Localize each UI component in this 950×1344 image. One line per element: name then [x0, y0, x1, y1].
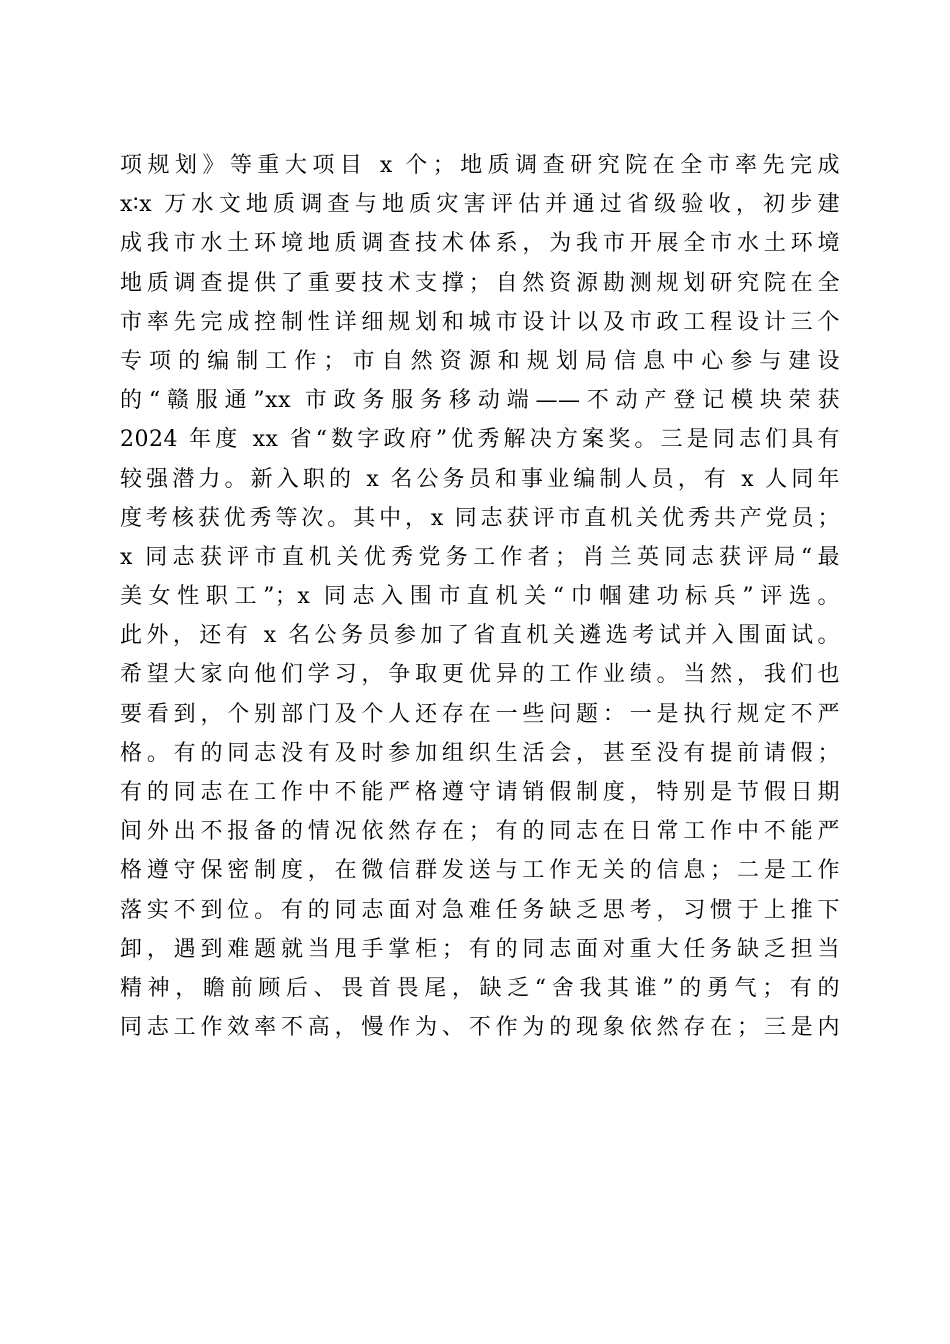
text-line: 的“赣服通”xx 市政务服务移动端——不动产登记模块荣获: [120, 388, 840, 414]
body-text: [120, 146, 840, 1047]
text-line: 市率先完成控制性详细规划和城市设计以及市政工程设计三个: [120, 309, 840, 335]
text-line: 项规划》等重大项目 x 个；地质调查研究院在全市率先完成: [120, 153, 840, 178]
text-line: 有的同志在工作中不能严格遵守请销假制度，特别是节假日期: [120, 780, 840, 805]
text-line: 希望大家向他们学习，争取更优异的工作业绩。当然，我们也: [120, 662, 840, 688]
text-line: 要看到，个别部门及个人还存在一些问题：一是执行规定不严: [120, 701, 840, 727]
text-line: 同志工作效率不高，慢作为、不作为的现象依然存在；三是内: [120, 1015, 840, 1041]
text-line: 此外，还有 x 名公务员参加了省直机关遴选考试并入围面试。: [120, 623, 840, 649]
text-line: 成我市水土环境地质调查技术体系，为我市开展全市水土环境: [120, 231, 840, 257]
text-line: 地质调查提供了重要技术支撑；自然资源勘测规划研究院在全: [120, 270, 840, 296]
text-line: 2024 年度 xx 省“数字政府”优秀解决方案奖。三是同志们具有: [120, 427, 840, 453]
text-line: 精神，瞻前顾后、畏首畏尾，缺乏“舍我其谁”的勇气；有的: [120, 975, 840, 1001]
text-line: 格遵守保密制度，在微信群发送与工作无关的信息；二是工作: [120, 858, 840, 884]
text-line: 格。有的同志没有及时参加组织生活会，甚至没有提前请假；: [120, 740, 840, 766]
text-line: 间外出不报备的情况依然存在；有的同志在日常工作中不能严: [120, 819, 840, 845]
text-line: 度考核获优秀等次。其中，x 同志获评市直机关优秀共产党员；: [120, 505, 840, 531]
text-line: 卸，遇到难题就当甩手掌柜；有的同志面对重大任务缺乏担当: [120, 936, 840, 962]
text-line: 美女性职工”；x 同志入围市直机关“巾帼建功标兵”评选。: [120, 584, 840, 610]
text-line: 落实不到位。有的同志面对急难任务缺乏思考，习惯于上推下: [120, 897, 840, 923]
text-line: 较强潜力。新入职的 x 名公务员和事业编制人员，有 x 人同年: [120, 466, 840, 492]
text-line: x 同志获评市直机关优秀党务工作者；肖兰英同志获评局“最: [120, 544, 840, 570]
text-line: 专项的编制工作；市自然资源和规划局信息中心参与建设: [120, 348, 840, 374]
text-line: x∶x 万水文地质调查与地质灾害评估并通过省级验收，初步建: [120, 192, 840, 218]
